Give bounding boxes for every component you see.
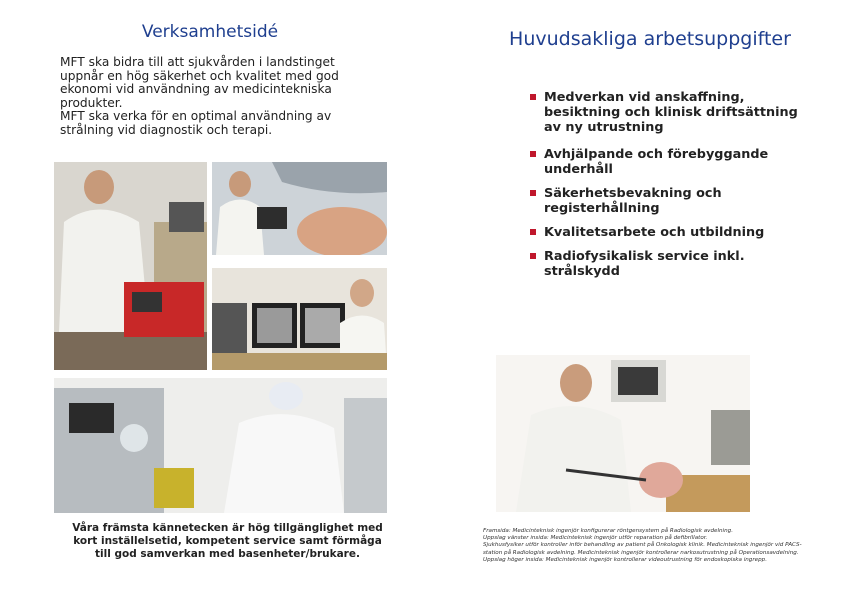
left-caption: Våra främsta kännetecken är hög tillgänglighet med kort inställelsetid, kompetent service samt förmåga till god samverkan med basenheter/brukare. <box>72 522 383 560</box>
task-item: Medverkan vid anskaffning, besiktning och klinisk driftsättning av ny utrustning <box>530 90 810 135</box>
task-item: Kvalitetsarbete och utbildning <box>530 225 810 240</box>
bullet-icon <box>530 151 536 157</box>
task-item: Säkerhetsbevakning och registerhållning <box>530 186 810 216</box>
bullet-icon <box>530 94 536 100</box>
bullet-icon <box>530 190 536 196</box>
photo-radiotherapy <box>212 162 387 255</box>
intro-text <box>60 56 370 137</box>
task-item: Avhjälpande och förebyggande underhåll <box>530 147 810 177</box>
left-page-title: Verksamhetsidé <box>141 22 279 42</box>
bullet-icon <box>530 253 536 259</box>
photo-credit-left: Uppslag vänster insida: Medicinteknisk ingenjör utför reparation på defibrillator. <box>483 535 708 542</box>
intro-paragraph-1: MFT ska bidra till att sjukvården i landstinget uppnår en hög säkerhet och kvalitet med god ekonomi vid användning av medicintekniska produkter. <box>60 55 339 110</box>
photo-pacs-station <box>212 268 387 370</box>
photo-anaesthesia-equipment <box>54 378 387 513</box>
photo-endoscopy-equipment <box>496 355 750 512</box>
photo-credit-cover: Framsida: Medicinteknisk ingenjör konfigurerar röntgensystem på Radiologisk avdelning. <box>483 528 733 534</box>
photo-credits <box>483 528 813 564</box>
photo-credit-middle: Sjukhusfysiker utför kontroller inför behandling av patient på Onkologisk klinik. Medicinteknisk ingenjör vid PACS-station på Radiologisk avdelning. Medicinteknisk ingenjör kontrollerar narkosutrustning på Operationsavdelning. <box>483 542 802 556</box>
task-item: Radiofysikalisk service inkl. strålskydd <box>530 249 810 279</box>
bullet-icon <box>530 229 536 235</box>
photo-defibrillator-repair <box>54 162 207 370</box>
intro-paragraph-2: MFT ska verka för en optimal användning av strålning vid diagnostik och terapi. <box>60 109 332 137</box>
task-list <box>530 90 810 279</box>
photo-credit-right: Uppslag höger insida: Medicinteknisk ingenjör kontrollerar videoutrustning för endoskopiska ingrepp. <box>483 556 767 563</box>
right-page-title: Huvudsakliga arbetsuppgifter <box>509 28 791 50</box>
